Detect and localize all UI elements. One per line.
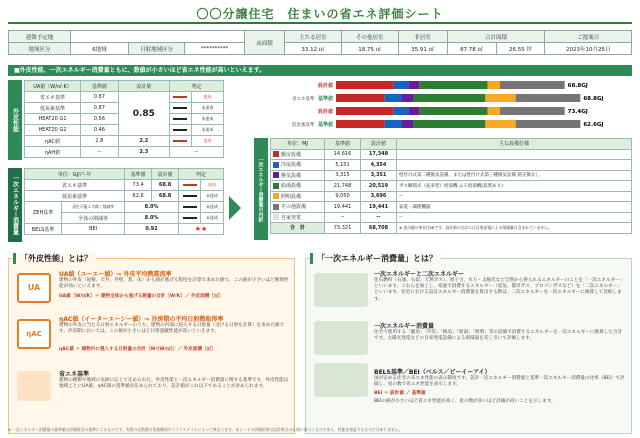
- ua-design-header: 設計値: [118, 81, 169, 92]
- primary-explain-section: [305, 254, 632, 434]
- bar-label: 基準値: [317, 96, 333, 102]
- bar-segment: [408, 107, 419, 115]
- energy-row-name: 自家発電: [271, 212, 325, 223]
- energy-row-name: その他設備: [271, 202, 325, 213]
- bar-segment: [500, 81, 565, 89]
- energy-total-design: 68,708: [361, 223, 397, 234]
- judge-mark: [169, 92, 191, 103]
- other-room-label: その他居室: [341, 31, 398, 43]
- energy-row-std: 5,151: [325, 160, 361, 171]
- p2-head: 一次エネルギー消費量: [374, 323, 435, 330]
- primary-table: [24, 168, 224, 235]
- bar-value: 62.6GJ: [583, 122, 604, 128]
- bar-segment: [413, 94, 485, 102]
- page-title: 〇〇分譲住宅 住まいの省エネ評価シート: [196, 7, 444, 21]
- judge-mark: [169, 114, 191, 125]
- bar-value: 68.8GJ: [583, 96, 604, 102]
- energy-total-label: 合 計: [271, 223, 325, 234]
- sun-region-value: **********: [185, 43, 245, 55]
- date-value: 2023年10月25日: [545, 43, 632, 55]
- bar-segment: [394, 81, 409, 89]
- primary-design-header: 設計値: [152, 169, 179, 180]
- bels-label: BELS基準: [25, 224, 62, 235]
- solar-house-icon: [314, 363, 368, 397]
- etah-judge: --: [169, 147, 223, 158]
- energy-row-name: 給湯設備: [271, 181, 325, 192]
- non-room-value: 35.91 ㎡: [398, 43, 447, 55]
- ua-row-value: 0.87: [81, 103, 119, 114]
- bar-segment: [402, 94, 413, 102]
- energy-row-design: 3,696: [361, 191, 397, 202]
- total-area-tsubo: 26.55 坪: [496, 43, 545, 55]
- eta-std: 2.8: [81, 136, 119, 147]
- info-table: [8, 30, 632, 55]
- bar-label: 設計値: [317, 109, 333, 115]
- bar-segment: [413, 120, 485, 128]
- bar-segment: [402, 120, 413, 128]
- region-label: 地域区分: [9, 43, 71, 55]
- std-text: 建物の種類や地域の気候に応じて定められた、外皮性能と一次エネルギー消費量に関する基準です。外皮性能は地域ごとにUA値、ηAC値の基準値が定められており、設計値がこれ以下であることが求められます。: [59, 378, 289, 390]
- swatch-icon: [273, 193, 279, 199]
- bar-tag: 省エネ基準: [292, 97, 315, 102]
- energy-row-design: 3,351: [361, 170, 397, 181]
- ua-text: 建物の外皮（屋根、天井、外壁、窓、床）から熱が逃げる程度を計算で求めた値で、この値が小さいほど断熱性能が高いといえます。: [59, 278, 289, 290]
- energy-row-note: [397, 149, 632, 160]
- energy-std-header: 基準値: [325, 139, 361, 150]
- eta-icon: ηAC: [17, 319, 51, 349]
- energy-row-note: ガス瞬間式（従来型）給湯機 ふろ給湯機(追焚あり): [397, 181, 632, 192]
- judge-mark: [169, 136, 191, 147]
- ua-row-label: 低炭素基準: [25, 103, 81, 114]
- judge-text: 未達成: [191, 114, 223, 125]
- energy-row-note: --: [397, 212, 632, 223]
- energy-row-design: 17,348: [361, 149, 397, 160]
- judge-text: 未達成: [201, 213, 224, 224]
- energy-row-std: --: [325, 212, 361, 223]
- p3-note: BEIの値が小さいほど省エネ性能が高く、星の数が多いほど評価が高いことを示します。: [374, 399, 556, 404]
- swatch-icon: [273, 151, 279, 157]
- p2-text: 住宅で使用する「暖房」「冷房」「換気」「給湯」「照明」等の設備で消費するエネルギーを一次エネルギーに換算した合計です。太陽光発電などの自家発電設備による削減量を差し引いて評価します。: [374, 330, 623, 342]
- building-label: 建築予定地: [9, 31, 71, 43]
- judge-mark: [179, 180, 201, 191]
- energy-row-std: 3,315: [325, 170, 361, 181]
- energy-row: [271, 202, 632, 213]
- bar-segment: [488, 107, 500, 115]
- date-label: ご提案日: [545, 31, 632, 43]
- energy-row: [271, 191, 632, 202]
- bar-value: 73.4GJ: [567, 109, 588, 115]
- ua-row-value: 0.46: [81, 125, 119, 136]
- bar-segment: [485, 94, 515, 102]
- etah-label: ηAH値: [25, 147, 81, 158]
- swatch-icon: [273, 172, 279, 178]
- energy-side-label: 一次エネルギー消費量の内訳: [254, 138, 268, 240]
- primary-row-design: 68.8: [152, 180, 179, 191]
- main-room-label: 主たる居室: [285, 31, 342, 43]
- eta-formula: ηAC値 ＝ 建物内に侵入する日射量の合計［W/(W/㎡)］／ 外皮面積［㎡］: [59, 347, 216, 352]
- envelope-table: [24, 80, 224, 158]
- bar-segment: [419, 107, 487, 115]
- non-room-label: 非居室: [398, 31, 447, 43]
- ua-row-value: 0.87: [81, 92, 119, 103]
- p1-head: 一次エネルギーと二次エネルギー: [374, 271, 465, 278]
- bar-segment: [336, 120, 385, 128]
- bar-value: 68.8GJ: [567, 83, 588, 89]
- energy-row-std: 14,616: [325, 149, 361, 160]
- ua-row-label: 省エネ基準: [25, 92, 81, 103]
- energy-row: [271, 149, 632, 160]
- arrow-icon: [229, 196, 241, 220]
- energy-row-std: 19,441: [325, 202, 361, 213]
- energy-row-std: 9,050: [325, 191, 361, 202]
- swatch-icon: [273, 204, 279, 210]
- primary-row-std: 62.6: [125, 191, 152, 202]
- judge-text: 未達成: [201, 202, 224, 213]
- energy-row: [271, 170, 632, 181]
- all-value: 8.0%: [125, 213, 179, 224]
- energy-row: [271, 160, 632, 171]
- bels-stars: ★★: [179, 224, 224, 235]
- other-room-value: 18.75 ㎡: [341, 43, 398, 55]
- judge-text: 未達成: [201, 191, 224, 202]
- energy-row-note: 壁付け式第二種換気設備、または壁付け式第三種換気設備 熱交換なし: [397, 170, 632, 181]
- factory-icon: [314, 273, 368, 307]
- ua-design-value: 0.85: [118, 92, 169, 136]
- bar-segment: [408, 81, 419, 89]
- reduce-label: 再生可能エネ除く削減率: [62, 202, 125, 213]
- primary-unit-header: 単位：GJ/戸·年: [25, 169, 125, 180]
- judge-text: 未達成: [191, 103, 223, 114]
- ua-header: UA値（W/㎡·K）: [25, 81, 81, 92]
- bar-segment: [516, 94, 581, 102]
- bar-segment: [394, 107, 409, 115]
- envelope-section-title: 「外皮性能」とは？: [13, 253, 96, 264]
- judge-text: 達成: [201, 180, 224, 191]
- ua-head: UA値（ユーエー値）⇒ 外皮平均熱貫流率: [59, 271, 172, 278]
- region-value: 6地域: [71, 43, 129, 55]
- total-area-m2: 87.78 ㎡: [447, 43, 496, 55]
- judge-text: 未達成: [191, 125, 223, 136]
- footer-note: ※ 一次エネルギー消費量の基準値は評価時点の基準によるものです。実際の光熱費は家族構成やライフスタイルによって異なります。本シートの評価結果は設計時点の仕様に基づくものであり、性能を保証するものではありません。: [8, 427, 403, 432]
- stacked-bar-chart: [290, 78, 632, 134]
- judge-mark: [169, 103, 191, 114]
- judge-mark: [179, 191, 201, 202]
- envelope-explain-section: [8, 254, 295, 434]
- p1-text: 化石燃料（石油、石炭、天然ガス）、原子力、水力・太陽光など自然から得られるエネルギーのことを「一次エネルギー」といいます。これらを加工し、家庭で消費するエネルギー（電気、都市ガス、プロパンガスなど）を「二次エネルギー」といいます。住宅における設計エネルギー消費量を算出する際は、二次エネルギーを一次エネルギーに換算して比較します。: [374, 278, 625, 302]
- ua-icon: UA: [17, 273, 51, 303]
- ua-row-label: HEAT20 G2: [25, 125, 81, 136]
- energy-row-note: [397, 160, 632, 171]
- bar-segment: [419, 81, 487, 89]
- energy-row-note: --: [397, 191, 632, 202]
- all-label: 全体の削減率: [62, 213, 125, 224]
- ua-row-value: 0.56: [81, 114, 119, 125]
- sun-region-label: 日射地域区分: [129, 43, 185, 55]
- bar-tag: 低炭素基準: [292, 123, 315, 128]
- energy-row-design: 4,354: [361, 160, 397, 171]
- primary-judge-header: 判定: [179, 169, 224, 180]
- judge-text: 達成: [191, 92, 223, 103]
- energy-row-design: --: [361, 212, 397, 223]
- primary-row-label: 省エネ基準: [25, 180, 125, 191]
- ua-row-label: HEAT20 G1: [25, 114, 81, 125]
- eta-text: 建物の外皮に当たる日射エネルギーのうち、建物の内部に侵入する日射量（受ける日射を計算）を求めた値です。冷房期においては、この値が小さいほど日射遮蔽性能が高いといえます。: [59, 323, 285, 335]
- eta-label: ηAC値: [25, 136, 81, 147]
- energy-design-header: 設計値: [361, 139, 397, 150]
- energy-main-header: 主な設備仕様: [397, 139, 632, 150]
- swatch-icon: [273, 183, 279, 189]
- bar-segment: [488, 81, 500, 89]
- energy-row-name: 照明設備: [271, 191, 325, 202]
- primary-row-design: 68.8: [152, 191, 179, 202]
- std-head: 省エネ基準: [59, 371, 90, 378]
- ua-std-header: 基準値: [81, 81, 119, 92]
- p3-text: 国が定める住宅の省エネ性能の表示制度です。設計一次エネルギー消費量と基準一次エネルギー消費量の比率（BEI）で評価し、星の数で省エネ性能を表示します。: [374, 376, 625, 388]
- bar-segment: [336, 94, 385, 102]
- energy-table: [270, 138, 632, 234]
- building-value: [71, 31, 245, 43]
- ua-formula: UA値［W/㎡K］＝ 建物全体から逃げる熱量の合計［W/K］／ 外皮面積［㎡］: [59, 294, 224, 299]
- swatch-icon: [273, 162, 279, 168]
- primary-side-label: 一次エネルギー消費量: [8, 168, 22, 242]
- bar-label: 基準値: [317, 122, 333, 128]
- summary-banner: ■外皮性能、一次エネルギー消費量ともに、数値が小さいほど省エネ性能が高いといえます。: [8, 65, 632, 76]
- energy-row: [271, 181, 632, 192]
- energy-row-note: 家電・調理機器: [397, 202, 632, 213]
- energy-unit-header: 単位：MJ: [271, 139, 325, 150]
- ua-judge-header: 判定: [169, 81, 223, 92]
- primary-row-std: 73.4: [125, 180, 152, 191]
- eta-head: ηAC値（イーターエーシー値）⇒ 冷房期の平均日射熱取得率: [59, 316, 224, 323]
- main-room-value: 33.12 ㎡: [285, 43, 342, 55]
- bar-segment: [500, 107, 565, 115]
- eta-design: 2.2: [118, 136, 169, 147]
- energy-row-design: 19,441: [361, 202, 397, 213]
- energy-row: [271, 212, 632, 223]
- bar-label: 設計値: [317, 83, 333, 89]
- floor-label: 床面積: [245, 31, 285, 55]
- bei-label: BEI: [62, 224, 125, 235]
- judge-text: 達成: [191, 136, 223, 147]
- bar-segment: [336, 107, 394, 115]
- swatch-icon: [273, 214, 279, 220]
- bar-segment: [385, 120, 402, 128]
- p3-head: BELS基準／BEI（ベルス／ビーイーアイ）: [374, 369, 491, 376]
- judge-mark: [179, 213, 201, 224]
- judge-mark: [169, 125, 191, 136]
- energy-row-design: 20,519: [361, 181, 397, 192]
- primary-std-header: 基準値: [125, 169, 152, 180]
- energy-row-name: 暖房設備: [271, 149, 325, 160]
- house-icon: [17, 371, 51, 401]
- bar-segment: [336, 81, 394, 89]
- reduce-value: 8.0%: [125, 202, 179, 213]
- title-divider: [8, 22, 632, 24]
- appliance-icon: [314, 321, 368, 355]
- bar-segment: [385, 94, 402, 102]
- energy-row-name: 換気設備: [271, 170, 325, 181]
- bar-segment: [485, 120, 515, 128]
- primary-section-title: 「一次エネルギー消費量」とは？: [310, 253, 441, 264]
- zeh-label: ZEH基準: [25, 202, 62, 224]
- judge-mark: [179, 202, 201, 213]
- primary-row-label: 低炭素基準: [25, 191, 125, 202]
- energy-total-row: [271, 223, 632, 234]
- energy-total-std: 73,321: [325, 223, 361, 234]
- envelope-side-label: 外皮性能: [8, 80, 22, 160]
- energy-total-note: ※ 表示値の単位はMJです。設計値の合計には自家発電による削減量は含まれていません。: [397, 223, 632, 234]
- bar-segment: [516, 120, 581, 128]
- energy-row-std: 21,748: [325, 181, 361, 192]
- bei-value: 0.92: [125, 224, 179, 235]
- energy-row-name: 冷房設備: [271, 160, 325, 171]
- total-area-label: 合計面積: [447, 31, 545, 43]
- etah-std: --: [81, 147, 119, 158]
- etah-design: 2.3: [118, 147, 169, 158]
- p3-formula: BEI ＝ 設計値 ／ 基準値: [374, 391, 426, 396]
